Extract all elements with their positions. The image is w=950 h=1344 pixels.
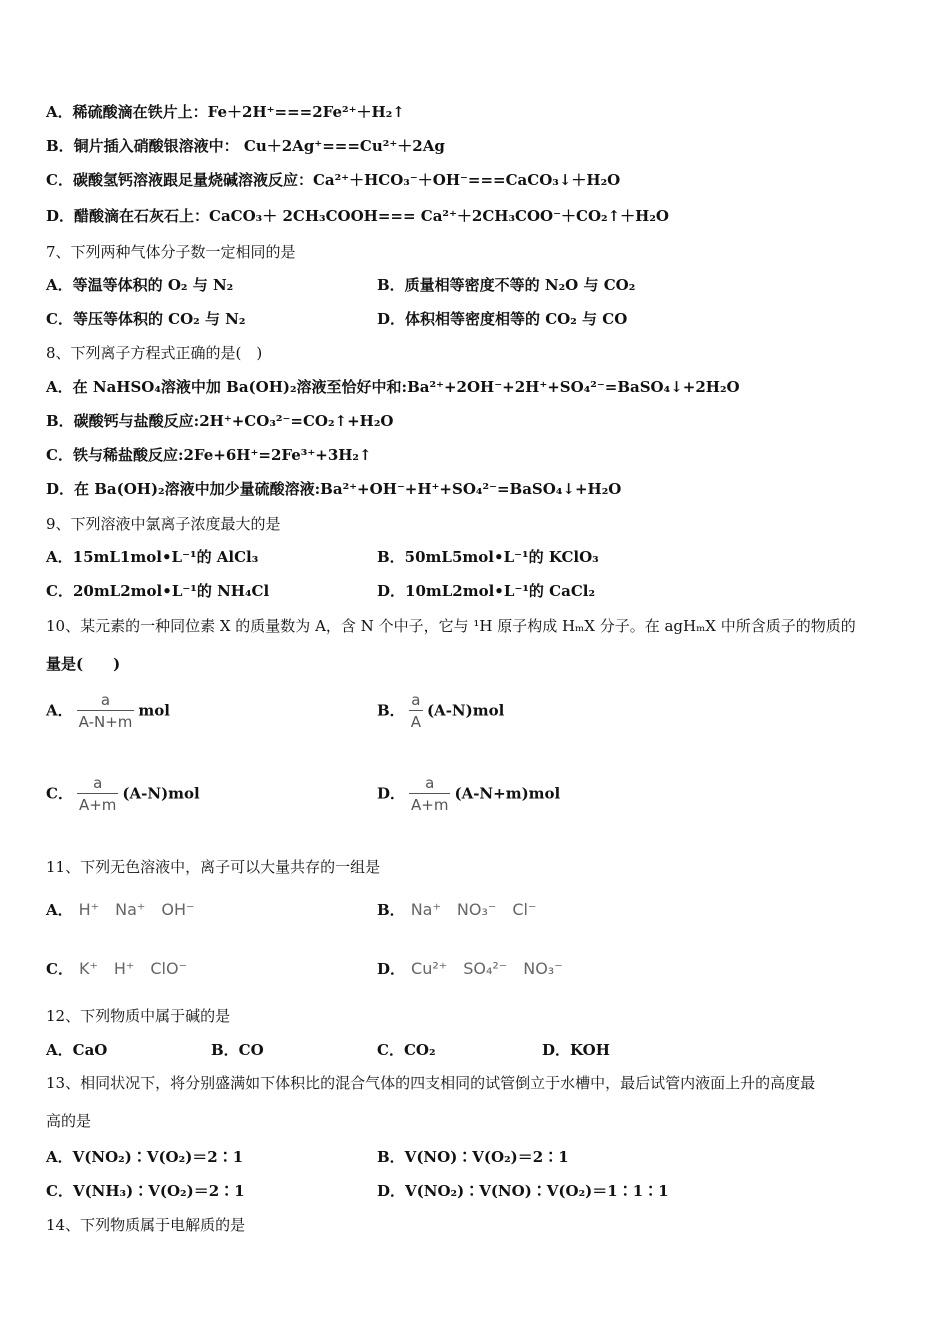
q11-stem: 11、下列无色溶液中，离子可以大量共存的一组是: [46, 858, 381, 876]
q7-option-c: C．等压等体积的 CO₂ 与 N₂: [46, 310, 246, 328]
q10-option-b: B． $\frac{a}{A}$ (A-N)mol: [377, 691, 505, 731]
q12-option-c: C．CO₂: [377, 1041, 436, 1059]
q8-option-c: C．铁与稀盐酸反应:2Fe+6H⁺=2Fe³⁺+3H₂↑: [46, 446, 372, 464]
q8-stem: 8、下列离子方程式正确的是( ): [46, 344, 263, 362]
q10-option-d: D． $\frac{a}{A+m}$ (A-N+m)mol: [377, 774, 561, 814]
q8-option-d: D．在 Ba(OH)₂溶液中加少量硫酸溶液:Ba²⁺+OH⁻+H⁺+SO₄²⁻=BaSO₄↓+H₂O: [46, 480, 622, 498]
q12-stem: 12、下列物质中属于碱的是: [46, 1007, 231, 1025]
q12-option-b: B．CO: [211, 1041, 264, 1059]
q9-option-b: B．50mL5mol•L⁻¹的 KClO₃: [377, 548, 599, 566]
q9-option-d: D．10mL2mol•L⁻¹的 CaCl₂: [377, 582, 596, 600]
q7-option-a: A．等温等体积的 O₂ 与 N₂: [46, 276, 234, 294]
q7-option-d: D．体积相等密度相等的 CO₂ 与 CO: [377, 310, 628, 328]
q9-option-c: C．20mL2mol•L⁻¹的 NH₄Cl: [46, 582, 270, 600]
q11-option-a: A． H⁺ Na⁺ OH⁻: [46, 900, 195, 919]
q6-option-c: C．碳酸氢钙溶液跟足量烧碱溶液反应：Ca²⁺＋HCO₃⁻＋OH⁻===CaCO₃↓＋H₂O: [46, 171, 621, 189]
q8-option-a: A．在 NaHSO₄溶液中加 Ba(OH)₂溶液至恰好中和:Ba²⁺+2OH⁻+2H⁺+SO₄²⁻=BaSO₄↓+2H₂O: [46, 378, 740, 396]
q11-option-b: B． Na⁺ NO₃⁻ Cl⁻: [377, 900, 537, 919]
q13-stem-line1: 13、相同状况下，将分别盛满如下体积比的混合气体的四支相同的试管倒立于水槽中，最后试管内液面上升的高度最: [46, 1074, 816, 1092]
q12-option-d: D．KOH: [542, 1041, 610, 1059]
q9-option-a: A．15mL1mol•L⁻¹的 AlCl₃: [46, 548, 259, 566]
q12-option-a: A．CaO: [46, 1041, 108, 1059]
q10-stem-line1: 10、某元素的一种同位素 X 的质量数为 A，含 N 个中子，它与 ¹H 原子构成 HₘX 分子。在 agHₘX 中所含质子的物质的: [46, 617, 856, 635]
q7-option-b: B．质量相等密度不等的 N₂O 与 CO₂: [377, 276, 636, 294]
q10-option-c: C． $\frac{a}{A+m}$ (A-N)mol: [46, 774, 200, 814]
q6-option-a: A．稀硫酸滴在铁片上：Fe＋2H⁺===2Fe²⁺＋H₂↑: [46, 103, 405, 121]
fraction: $\frac{a}{A}$: [410, 691, 421, 731]
q13-option-a: A．V(NO₂)∶V(O₂)＝2∶1: [46, 1148, 244, 1166]
q13-option-d: D．V(NO₂)∶V(NO)∶V(O₂)＝1∶1∶1: [377, 1182, 669, 1200]
q10-option-a: A． $\frac{a}{A-N+m}$ mol: [46, 691, 170, 731]
q11-option-c: C． K⁺ H⁺ ClO⁻: [46, 959, 188, 978]
q7-stem: 7、下列两种气体分子数一定相同的是: [46, 243, 296, 261]
q9-stem: 9、下列溶液中氯离子浓度最大的是: [46, 515, 281, 533]
fraction: $\frac{a}{A-N+m}$: [78, 691, 133, 731]
fraction: $\frac{a}{A+m}$: [411, 774, 449, 814]
q6-option-b: B．铜片插入硝酸银溶液中： Cu＋2Ag⁺===Cu²⁺＋2Ag: [46, 137, 445, 155]
q10-stem-line2: 量是( ): [46, 655, 121, 673]
q12-options: [46, 1040, 916, 1060]
q13-stem-line2: 高的是: [46, 1112, 92, 1130]
q6-option-d: D．醋酸滴在石灰石上：CaCO₃＋ 2CH₃COOH=== Ca²⁺＋2CH₃COO⁻＋CO₂↑＋H₂O: [46, 207, 669, 225]
q13-option-b: B．V(NO)∶V(O₂)＝2∶1: [377, 1148, 569, 1166]
fraction: $\frac{a}{A+m}$: [78, 774, 117, 814]
q8-option-b: B．碳酸钙与盐酸反应:2H⁺+CO₃²⁻=CO₂↑+H₂O: [46, 412, 394, 430]
q14-stem: 14、下列物质属于电解质的是: [46, 1216, 246, 1234]
q11-option-d: D． Cu²⁺ SO₄²⁻ NO₃⁻: [377, 959, 563, 978]
q13-option-c: C．V(NH₃)∶V(O₂)＝2∶1: [46, 1182, 245, 1200]
